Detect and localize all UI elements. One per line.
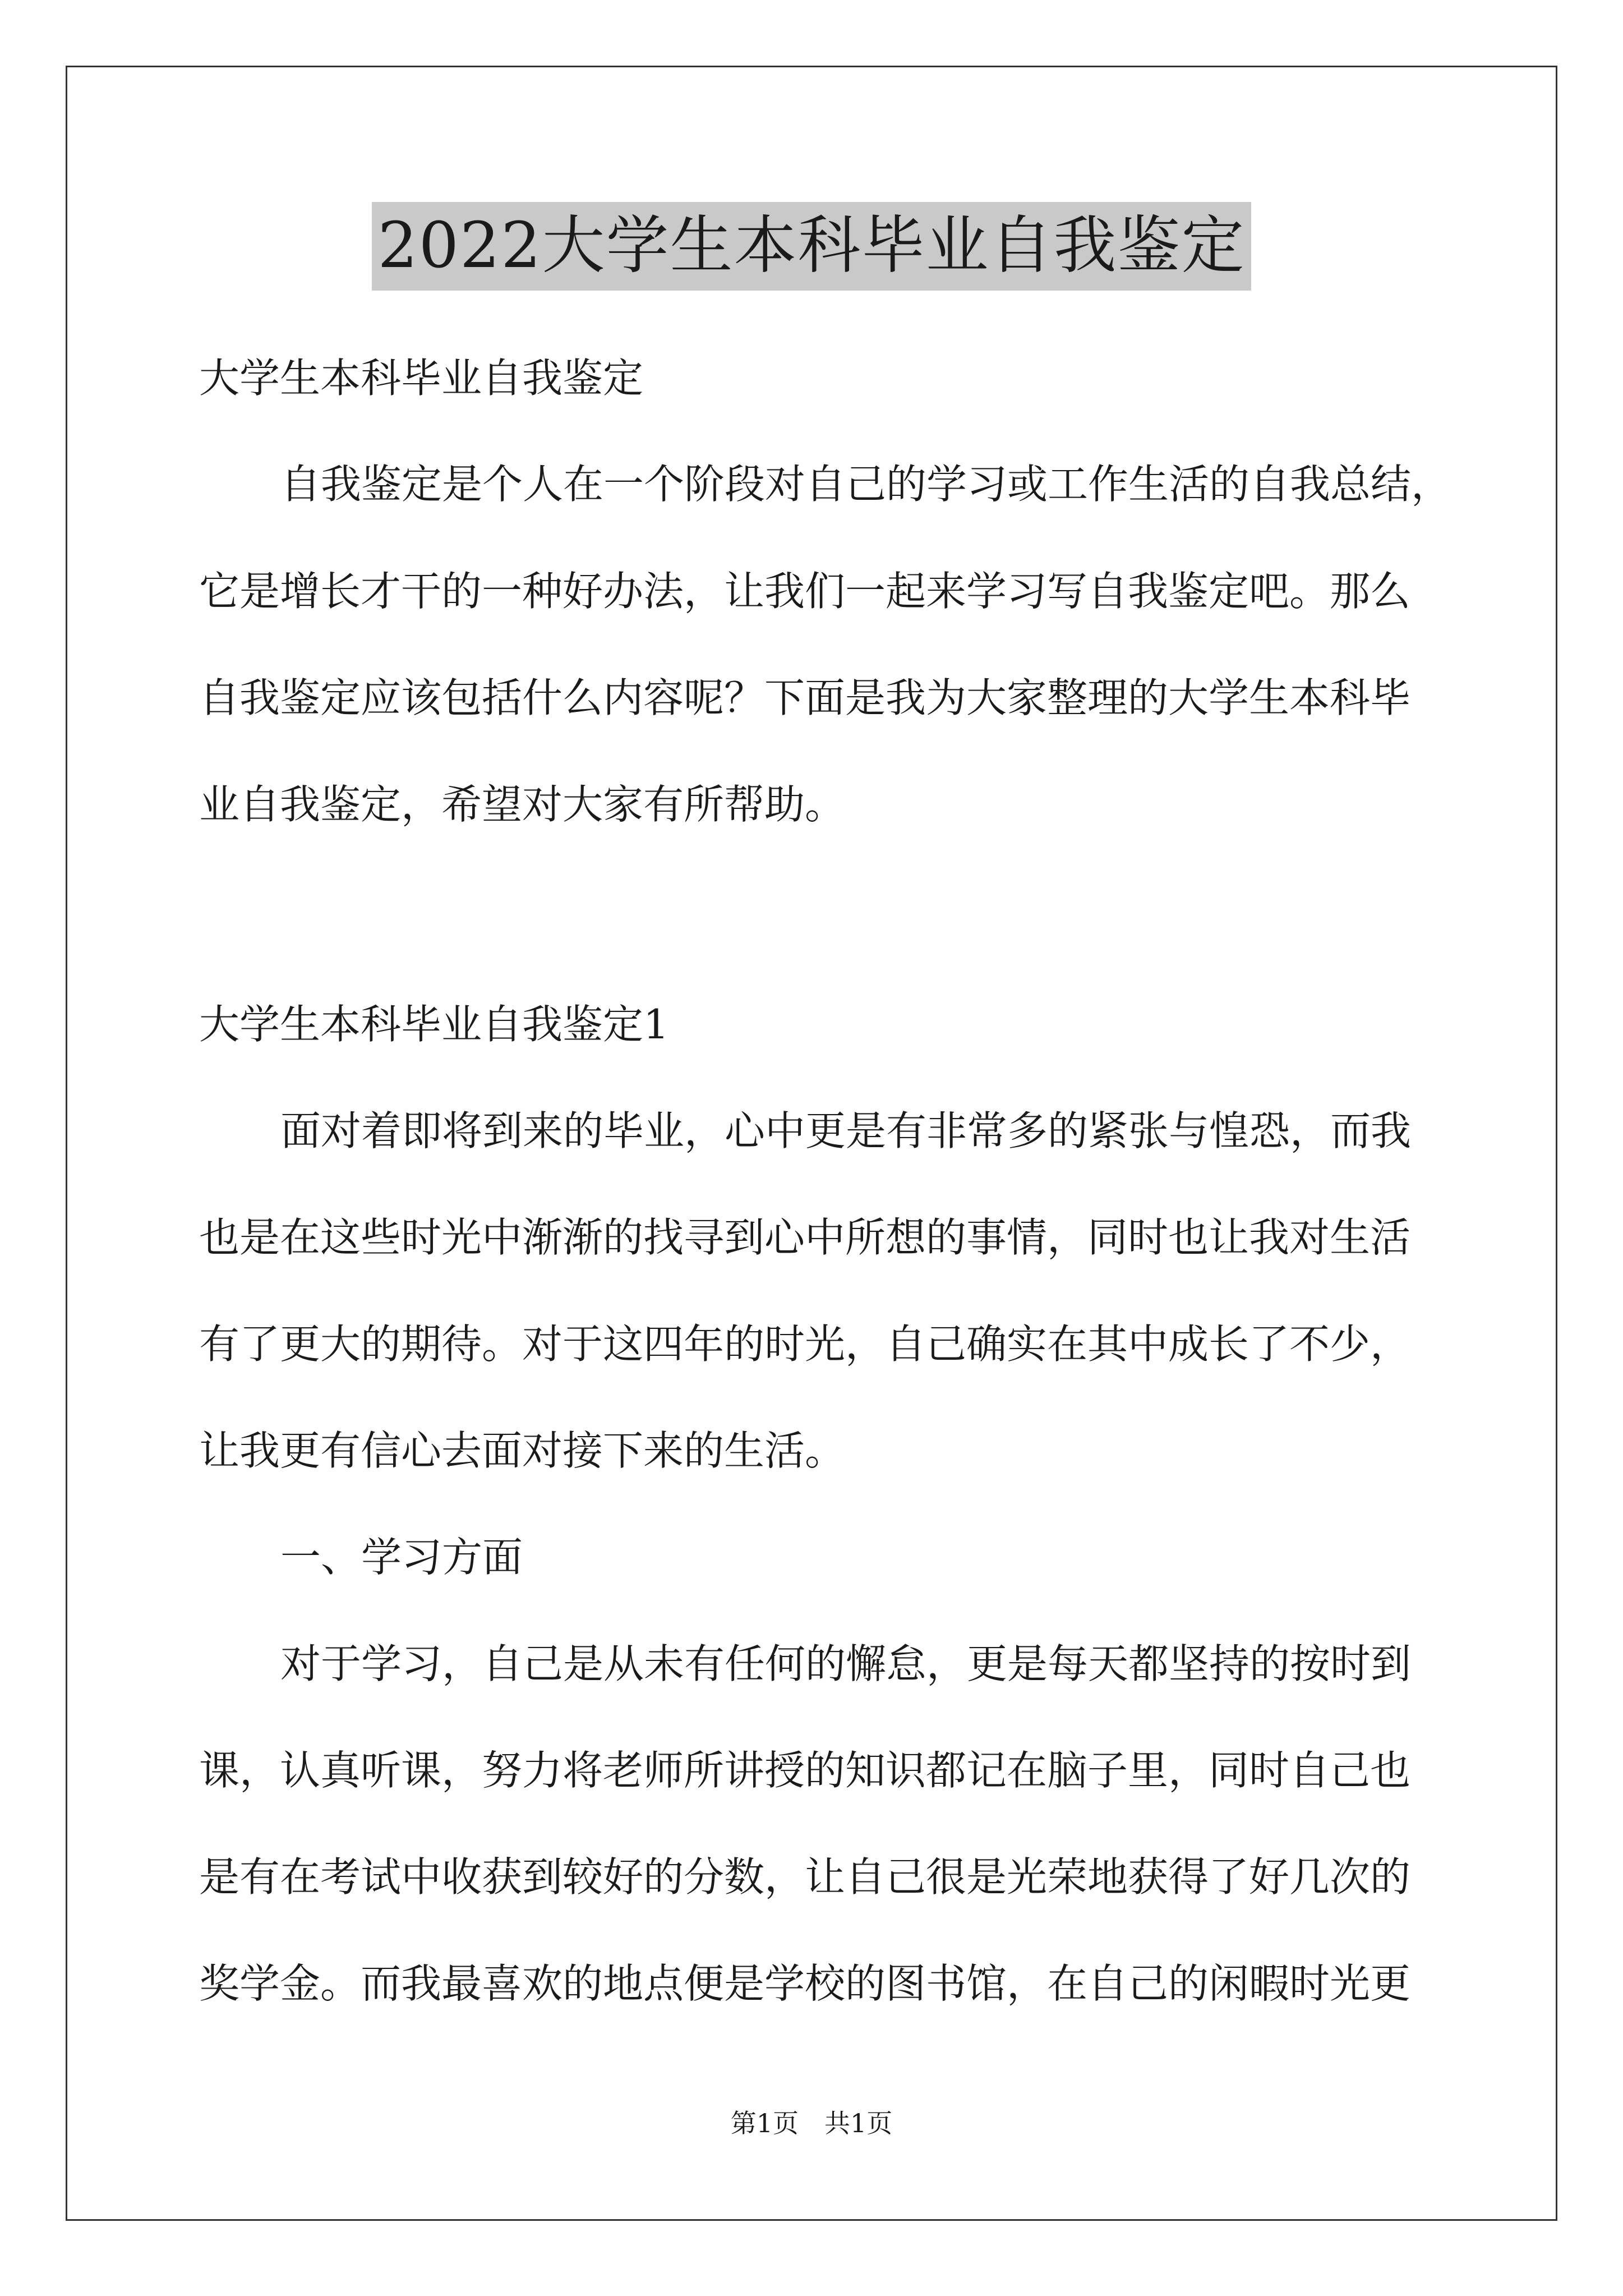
subsection-heading: 一、学习方面 — [280, 1534, 523, 1581]
paragraph-line: 自我鉴定是个人在一个阶段对自己的学习或工作生活的自我总结， — [280, 461, 1452, 508]
paragraph-line: 是有在考试中收获到较好的分数，让自己很是光荣地获得了好几次的 — [199, 1853, 1411, 1901]
title-container — [0, 202, 1623, 291]
paragraph-line: 也是在这些时光中渐渐的找寻到心中所想的事情，同时也让我对生活 — [199, 1214, 1411, 1261]
paragraph-line: 让我更有信心去面对接下来的生活。 — [199, 1427, 846, 1474]
document-title: 2022大学生本科毕业自我鉴定 — [372, 202, 1251, 291]
paragraph-line: 有了更大的期待。对于这四年的时光，自己确实在其中成长了不少， — [199, 1320, 1411, 1368]
paragraph-line: 奖学金。而我最喜欢的地点便是学校的图书馆，在自己的闲暇时光更 — [199, 1960, 1411, 2007]
paragraph-line: 自我鉴定应该包括什么内容呢？下面是我为大家整理的大学生本科毕 — [199, 674, 1411, 721]
section-heading: 大学生本科毕业自我鉴定1 — [199, 1001, 669, 1048]
paragraph-line: 业自我鉴定，希望对大家有所帮助。 — [199, 781, 846, 828]
page-footer: 第1页 共1页 — [730, 2108, 893, 2138]
paragraph-line: 面对着即将到来的毕业，心中更是有非常多的紧张与惶恐，而我 — [280, 1107, 1412, 1154]
paragraph-line: 它是增长才干的一种好办法，让我们一起来学习写自我鉴定吧。那么 — [199, 568, 1411, 615]
section-heading: 大学生本科毕业自我鉴定 — [199, 355, 644, 402]
paragraph-line: 对于学习，自己是从未有任何的懈怠，更是每天都坚持的按时到 — [280, 1640, 1412, 1687]
paragraph-line: 课，认真听课，努力将老师所讲授的知识都记在脑子里，同时自己也 — [199, 1747, 1411, 1794]
